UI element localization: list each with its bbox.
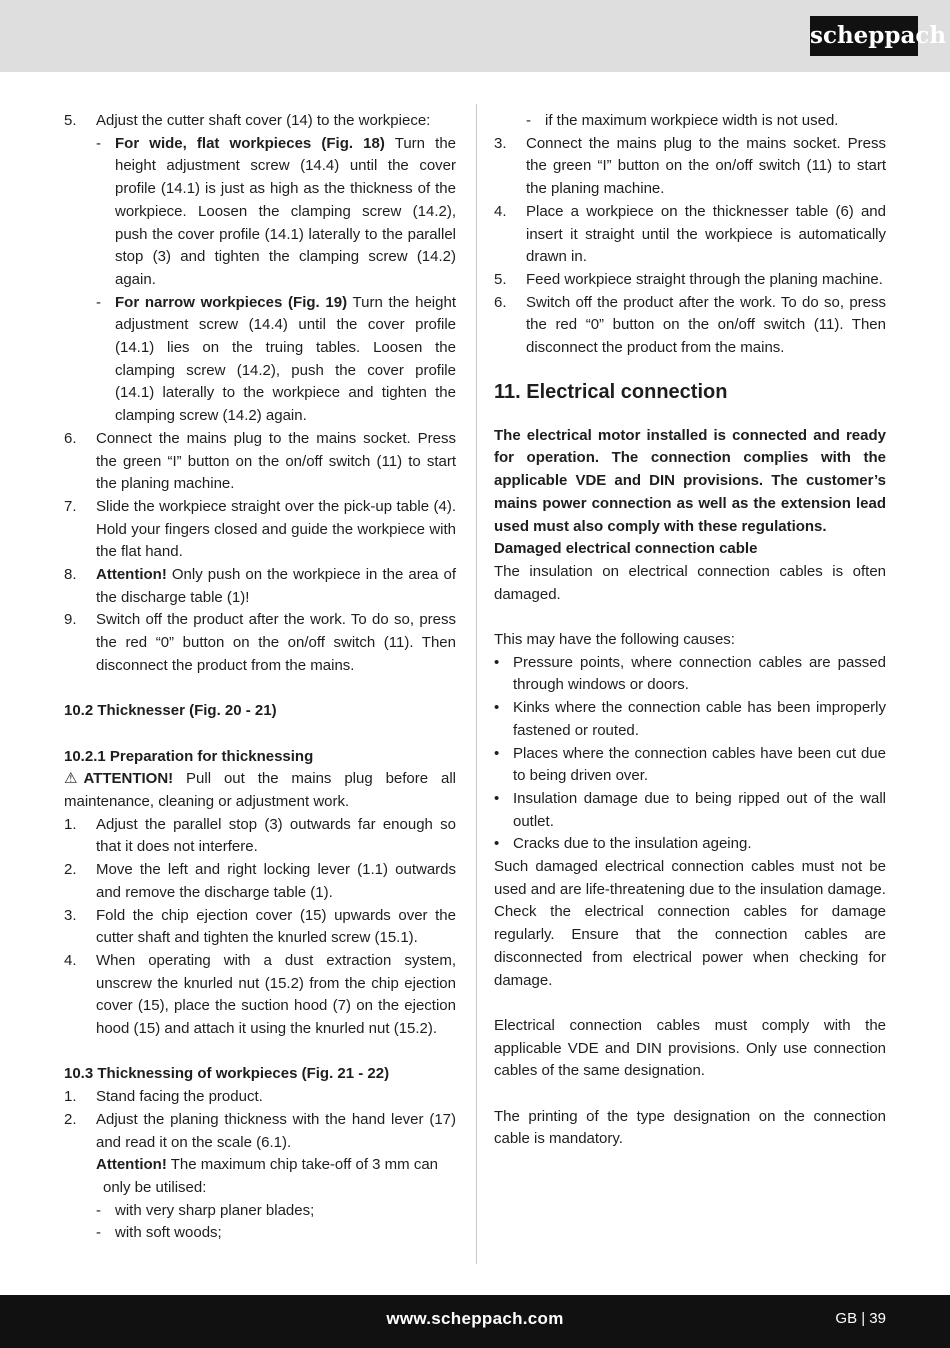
sub-item <box>64 1200 456 1223</box>
column-divider <box>476 104 477 1264</box>
step-item <box>64 564 456 609</box>
spacer <box>494 606 886 629</box>
step-item <box>64 609 456 677</box>
step-item <box>64 1109 456 1154</box>
sub-item-heading: For narrow workpieces (Fig. 19) <box>115 293 348 311</box>
step-text: Slide the workpiece straight over the pick-up table (4). Hold your fingers closed and guide the workpiece with the flat hand. <box>96 497 456 561</box>
step-number: 2. <box>64 861 77 879</box>
step-item <box>64 814 456 859</box>
sub-item <box>64 292 456 428</box>
section-heading: 10.3 Thicknessing of workpieces (Fig. 21 - 22) <box>64 1065 390 1083</box>
step-number: 3. <box>494 134 507 152</box>
step-item <box>64 428 456 496</box>
subsection-heading: 10.2.1 Preparation for thicknessing <box>64 747 314 765</box>
sub-item-text: if the maximum workpiece width is not used. <box>545 112 839 129</box>
bullet-item <box>494 697 886 742</box>
step-text: Switch off the product after the work. To do so, press the red “0” button on the on/off switch (11). Then disconnect the product from the mains. <box>526 293 886 357</box>
step-text: Place a workpiece on the thicknesser table (6) and insert it straight until the workpiece is automatically drawn in. <box>526 202 886 266</box>
step-item <box>64 859 456 904</box>
step-item <box>64 496 456 564</box>
sub-item <box>494 110 886 133</box>
sub-item-body: Turn the height adjustment screw (14.4) until the cover profile (14.1) is just as high as the thickness of the workpiece. Loosen the clamping screw (14.2), push the cover profile (14.1) laterally to the parallel stop (3) and tighten the clamping screw (14.2) again. <box>115 134 457 288</box>
bullet-marker: • <box>494 789 500 807</box>
attention-label: Attention! <box>96 566 167 584</box>
sub-item <box>64 133 456 292</box>
step-number: 3. <box>64 906 77 924</box>
sub-item-body: Turn the height adjustment screw (14.4) until the cover profile (14.1) lies on the truing tables. Loosen the clamping screw (14.2), push the cover profile (14.1) laterally to the workpiece and tighten the clamping screw (14.2) again. <box>115 293 456 425</box>
step-number: 8. <box>64 566 77 584</box>
paragraph: Such damaged electrical connection cables must not be used and are life-threatening due to the insulation damage. <box>494 858 886 898</box>
dash-marker: - <box>96 1201 101 1219</box>
step-text: Fold the chip ejection cover (15) upwards over the cutter shaft and tighten the knurled screw (15.1). <box>96 906 456 947</box>
chapter-heading: 11. Electrical connection <box>494 380 728 403</box>
sub-item-text <box>115 133 456 292</box>
dash-marker: - <box>96 1224 101 1242</box>
step-number: 1. <box>64 1088 77 1106</box>
dash-marker: - <box>96 293 101 311</box>
bullet-marker: • <box>494 835 500 853</box>
warning-icon: ⚠ <box>64 770 78 788</box>
bullet-text: Kinks where the connection cable has been improperly fastened or routed. <box>513 699 886 739</box>
sub-item-text: with soft woods; <box>115 1224 222 1242</box>
attention-note-cont: only be utilised: <box>103 1179 207 1196</box>
step-number: 4. <box>494 202 507 220</box>
attention-paragraph <box>64 768 456 813</box>
step-number: 7. <box>64 497 77 515</box>
bullet-item <box>494 652 886 697</box>
bullet-item <box>494 833 886 856</box>
right-column <box>494 110 886 1151</box>
bullet-item <box>494 743 886 788</box>
bullet-marker: • <box>494 699 500 717</box>
sub-item-text <box>115 292 456 428</box>
bullet-text: Places where the connection cables have been cut due to being driven over. <box>513 744 886 785</box>
bullet-text: Cracks due to the insulation ageing. <box>513 835 752 853</box>
step-text: Feed workpiece straight through the planing machine. <box>526 270 883 288</box>
step-item <box>64 1086 456 1109</box>
step-text: Move the left and right locking lever (1.1) outwards and remove the discharge table (1). <box>96 861 456 901</box>
step-text <box>96 564 456 609</box>
section-heading: 10.2 Thicknesser (Fig. 20 - 21) <box>64 702 277 720</box>
step-item <box>64 110 456 133</box>
page-footer <box>0 1295 950 1348</box>
step-item <box>494 133 886 201</box>
step-number: 6. <box>494 293 507 311</box>
step-text: Adjust the planing thickness with the hand lever (17) and read it on the scale (6.1). <box>96 1110 456 1151</box>
step-number: 5. <box>494 270 507 288</box>
sub-item-text: with very sharp planer blades; <box>115 1201 315 1219</box>
spacer <box>64 1041 456 1064</box>
attention-label: ATTENTION! <box>83 770 174 788</box>
step-text: Adjust the cutter shaft cover (14) to the workpiece: <box>96 112 431 129</box>
attention-text: Pull out the mains plug before all maintenance, cleaning or adjustment work. <box>64 770 456 811</box>
page-header <box>0 0 950 72</box>
attention-note <box>64 1154 456 1177</box>
bullet-text: Pressure points, where connection cables are passed through windows or doors. <box>513 653 886 694</box>
page-number: GB | 39 <box>835 1310 886 1327</box>
website-link[interactable]: www.scheppach.com <box>386 1309 564 1328</box>
step-number: 1. <box>64 815 77 833</box>
dash-marker: - <box>526 112 531 129</box>
step-item <box>494 269 886 292</box>
step-item <box>64 905 456 950</box>
step-number: 4. <box>64 951 77 969</box>
step-number: 6. <box>64 429 77 447</box>
spacer <box>494 1083 886 1106</box>
step-item <box>64 950 456 1041</box>
step-text: Connect the mains plug to the mains socket. Press the green “I” button on the on/off switch (11) to start the planing machine. <box>526 134 886 198</box>
step-item <box>494 292 886 360</box>
step-text: Adjust the parallel stop (3) outwards far enough so that it does not interfere. <box>96 815 456 856</box>
paragraph: The insulation on electrical connection cables is often damaged. <box>494 562 886 603</box>
paragraph: Electrical connection cables must comply with the applicable VDE and DIN provisions. Only use connection cables of the same designation. <box>494 1016 886 1080</box>
sub-item-heading: For wide, flat workpieces (Fig. 18) <box>115 134 385 152</box>
spacer <box>64 678 456 701</box>
bullet-marker: • <box>494 744 500 762</box>
sub-item <box>64 1222 456 1245</box>
attention-text: The maximum chip take-off of 3 mm can <box>166 1156 439 1174</box>
paragraph: Check the electrical connection cables for damage regularly. Ensure that the connection cables are disconnected from electrical power when checking for damage. <box>494 903 886 989</box>
step-number: 5. <box>64 112 77 129</box>
dash-marker: - <box>96 134 101 152</box>
spacer <box>64 723 456 746</box>
step-body: Only push on the workpiece in the area of the discharge table (1)! <box>96 566 456 606</box>
step-number: 9. <box>64 611 77 629</box>
brand-logo: scheppach <box>810 16 918 56</box>
paragraph: This may have the following causes: <box>494 631 735 649</box>
bullet-text: Insulation damage due to being ripped out of the wall outlet. <box>513 789 886 830</box>
step-text: Connect the mains plug to the mains socket. Press the green “I” button on the on/off switch (11) to start the planing machine. <box>96 429 456 493</box>
step-text: Switch off the product after the work. To do so, press the red “0” button on the on/off switch (11). Then disconnect the product from the mains. <box>96 611 456 674</box>
step-text: Stand facing the product. <box>96 1088 263 1106</box>
attention-label: Attention! <box>96 1156 167 1174</box>
bullet-marker: • <box>494 653 500 671</box>
left-column <box>64 110 456 1245</box>
step-text: When operating with a dust extraction system, unscrew the knurled nut (15.2) from the chip ejection cover (15), place the suction hood (7) on the ejection hood (15) and attach it using the knurled nut (15.2). <box>96 951 456 1038</box>
step-number: 2. <box>64 1110 77 1128</box>
intro-paragraph: The electrical motor installed is connected and ready for operation. The connection complies with the applicable VDE and DIN provisions. The customer’s mains power connection as well as the extension lead used must also comply with these regulations. <box>494 426 886 535</box>
step-item <box>494 201 886 269</box>
bullet-item <box>494 788 886 833</box>
spacer <box>494 992 886 1015</box>
paragraph: The printing of the type designation on the connection cable is mandatory. <box>494 1107 886 1148</box>
subsection-heading: Damaged electrical connection cable <box>494 540 758 558</box>
